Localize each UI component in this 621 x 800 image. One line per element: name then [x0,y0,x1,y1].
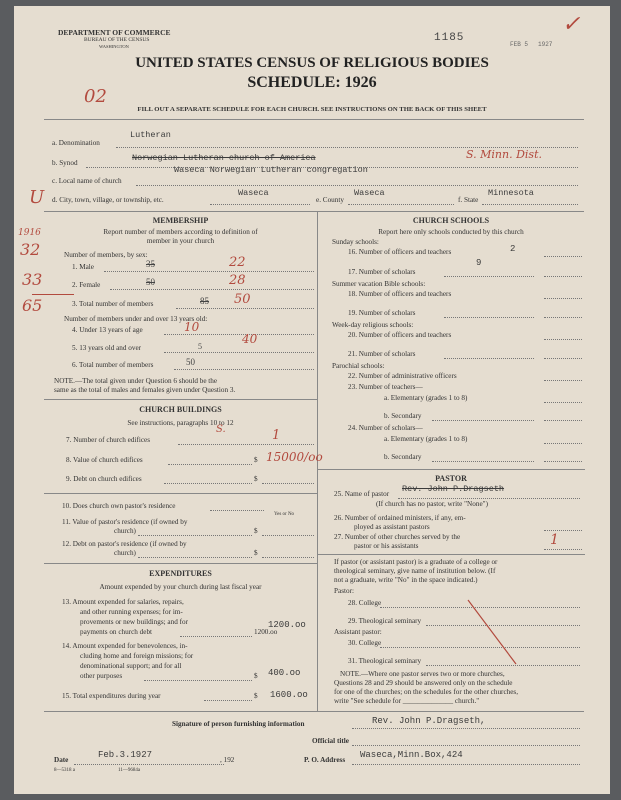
synod-value: Norwegian Lutheran church of America [132,153,316,163]
weekday-label: Week-day religious schools: [332,321,414,329]
city-line [210,204,310,205]
q15-dollar: $ [254,692,258,700]
q14-line1: 14. Amount expended for benevolences, in- [62,642,188,650]
membership-note2: same as the total of males and females given under Question 3. [54,386,236,394]
q25-note: (If church has no pastor, write "None") [376,500,488,508]
q10-label: 10. Does church own pastor's residence [62,502,176,510]
pastor-note1: NOTE.—Where one pastor serves two or more churches, [340,670,505,678]
divider [317,469,585,470]
q4-new: 10 [184,320,200,334]
divider [44,711,584,712]
pastor-sub-label: Pastor: [334,587,354,595]
q25-value: Rev. John P.Dragseth [402,484,505,494]
city-value: Waseca [238,188,269,198]
q3-line [176,308,314,309]
check-mark: ✓ [562,12,581,37]
q6-line [174,369,314,370]
margin-sum-line [32,294,74,295]
q18-label: 18. Number of officers and teachers [348,290,452,298]
q26-line [544,530,582,531]
age-intro: Number of members under and over 13 years old: [64,315,208,323]
form-title: UNITED STATES CENSUS OF RELIGIOUS BODIES [135,55,489,71]
q2-new: 28 [229,273,246,288]
q12-dollar: $ [254,549,258,557]
q11-value-line [262,535,314,536]
instructions-line: FILL OUT A SEPARATE SCHEDULE FOR EACH CHURCH. SEE INSTRUCTIONS ON THE BACK OF THIS SHEET [137,106,487,113]
q7-line [178,444,314,445]
q27-value: 1 [550,532,559,548]
q13-line1: 13. Amount expended for salaries, repairs, [62,598,184,606]
q29-label: 29. Theological seminary [348,617,422,625]
county-label: e. County [316,196,344,204]
pastor-note2: Questions 28 and 29 should be answered only on the schedule [334,679,513,687]
margin-33: 33 [22,270,43,289]
q21-label: 21. Number of scholars [348,350,416,358]
q18-line [544,298,582,299]
stamp-number: 1185 [434,32,465,44]
q23b-line [432,420,534,421]
q22-line [544,380,582,381]
q9-line [164,483,252,484]
state-value: Minnesota [488,188,534,198]
q11-label: 11. Value of pastor's residence (if owned by [62,518,188,526]
q9-label: 9. Debt on church edifices [66,475,142,483]
members-by-sex: Number of members, by sex: [64,251,148,259]
po-address-label: P. O. Address [304,756,346,764]
q19-line [444,317,534,318]
q2-label: 2. Female [72,281,101,289]
synod-note: S. Minn. Dist. [466,148,542,161]
signature-line [352,728,580,729]
bureau-label: BUREAU OF THE CENSUS [84,37,150,43]
department-label: DEPARTMENT OF COMMERCE [58,28,171,37]
q23b-label: b. Secondary [384,412,422,420]
q1-line [104,271,314,272]
q15-label: 15. Total expenditures during year [62,692,161,700]
stamp-year: 1927 [538,41,553,48]
divider [44,399,317,400]
q27-label1: 27. Number of other churches served by the [334,533,461,541]
q5-old: 5 [198,342,202,351]
q16-label: 16. Number of officers and teachers [348,248,452,256]
date-value: Feb.3.1927 [98,750,153,760]
q9-dollar: $ [254,475,258,483]
signature-label: Signature of person furnishing information [172,720,305,728]
form-number: 8—5318 a [54,768,75,773]
state-label: f. State [458,196,479,204]
q20-line [544,339,582,340]
assistant-sub-label: Assistant pastor: [334,628,382,636]
red-slash-mark [464,598,524,668]
census-schedule-page [14,6,610,794]
q3-old: 85 [200,296,209,306]
margin-32: 32 [20,240,41,259]
buildings-heading: CHURCH BUILDINGS [139,405,222,414]
graduate-note2: theological seminary, give name of institution below. (If [334,567,496,575]
graduate-note3: not a graduate, write "No" in the space indicated.) [334,576,478,584]
margin-65: 65 [22,296,43,315]
state-line [482,204,578,205]
margin-1916: 1916 [18,228,41,238]
county-line [348,204,454,205]
q21-line2 [544,358,582,359]
summer-label: Summer vacation Bible schools: [332,280,426,288]
q22-label: 22. Number of administrative officers [348,372,457,380]
q13-value: 1200.oo [268,620,306,630]
church-name-value: Waseca Norwegian Lutheran congregation [174,165,368,175]
schools-heading: CHURCH SCHOOLS [412,216,490,225]
q14-value: 400.oo [268,668,301,678]
schools-sub: Report here only schools conducted by this church [378,228,524,236]
q27-line [544,549,582,550]
q1-new: 22 [229,255,246,270]
q7-mark: S. [216,424,226,435]
membership-sub2: member in your church [146,237,215,245]
q9-value-line [262,483,314,484]
yes-no-hint: Yes or No [274,512,295,517]
q13-line [180,636,252,637]
marginal-code: 02 [84,86,107,107]
church-name-line [136,185,578,186]
synod-label: b. Synod [52,159,78,167]
q2-old: 50 [146,277,155,287]
q15-value: 1600.oo [270,690,308,700]
q10-line [210,510,264,511]
q6-new: 50 [186,357,195,367]
q13-dollar: 1200.oo [254,628,278,636]
q14-line3: denominational support; and for all [80,662,182,670]
q16-value: 2 [510,244,516,254]
q23b-line2 [544,420,582,421]
q26-label2: ployed as assistant pastors [354,523,430,531]
date-year-suffix: , 192 [220,756,235,764]
q5-line [164,352,314,353]
q4-line [164,334,314,335]
q15-line [204,700,252,701]
q17-line2 [544,276,582,277]
official-title-line [352,745,580,746]
q3-new: 50 [234,292,251,307]
parochial-label: Parochial schools: [332,362,385,370]
divider [44,211,584,212]
divider [44,119,584,120]
q21-line [444,358,534,359]
q12-label: 12. Debt on pastor's residence (if owned by [62,540,187,548]
q28-label: 28. College [348,599,382,607]
date-line [74,764,224,765]
q16-line [544,256,582,257]
q8-line [168,464,252,465]
q7-value: 1 [272,428,281,443]
q12-line [138,557,252,558]
city-label: WASHINGTON [99,44,129,49]
q12-label2: church) [114,549,136,557]
church-name-label: c. Local name of church [52,177,122,185]
q23a-line [544,402,582,403]
q23a-label: a. Elementary (grades 1 to 8) [384,394,468,402]
q5-new: 40 [242,332,258,346]
buildings-sub: See instructions, paragraphs 10 to 12 [127,419,234,427]
q24b-line [432,461,534,462]
q30-label: 30. College [348,639,382,647]
q13-line4: payments on church debt [80,628,153,636]
q24b-line2 [544,461,582,462]
q3-label: 3. Total number of members [72,300,154,308]
po-address-value: Waseca,Minn.Box,424 [360,750,463,760]
pastor-note4: write "See schedule for ______________ church." [334,697,480,705]
city-label: d. City, town, village, or township, etc. [52,196,164,204]
margin-u: U [29,187,45,208]
q11-label2: church) [114,527,136,535]
date-label: Date [54,756,69,764]
form-number-2: 11—9684a [118,768,141,773]
q12-value-line [262,557,314,558]
q17-line [444,276,534,277]
expenditures-heading: EXPENDITURES [149,569,212,578]
q8-dollar: $ [254,456,258,464]
q5-label: 5. 13 years old and over [72,344,142,352]
divider [44,493,317,494]
q17-label: 17. Number of scholars [348,268,416,276]
county-value: Waseca [354,188,385,198]
q14-line4: other purposes [80,672,123,680]
membership-note1: NOTE.—The total given under Question 6 should be the [54,377,218,385]
membership-heading: MEMBERSHIP [152,216,209,225]
q31-label: 31. Theological seminary [348,657,422,665]
q27-label2: pastor or his assistants [354,542,419,550]
q14-line2: cluding home and foreign missions; for [80,652,194,660]
denomination-label: a. Denomination [52,139,100,147]
q13-line3: provements or new buildings; and for [80,618,188,626]
q20-label: 20. Number of officers and teachers [348,331,452,339]
pastor-heading: PASTOR [435,474,467,483]
graduate-note1: If pastor (or assistant pastor) is a graduate of a college or [334,558,498,566]
q26-label1: 26. Number of ordained ministers, if any, em- [334,514,466,522]
q17-value: 9 [476,258,482,268]
q14-line [144,680,252,681]
q8-label: 8. Value of church edifices [66,456,143,464]
q24-label: 24. Number of scholars— [348,424,423,432]
stamp-date: FEB 5 [510,41,529,48]
q13-line2: and other running expenses; for im- [80,608,183,616]
denomination-value: Lutheran [130,130,171,140]
q19-label: 19. Number of scholars [348,309,416,317]
q14-dollar: $ [254,672,258,680]
q23-label: 23. Number of teachers— [348,383,423,391]
signature-value: Rev. John P.Dragseth, [372,716,486,726]
q1-label: 1. Male [72,263,94,271]
q25-label: 25. Name of pastor [334,490,390,498]
expenditures-sub: Amount expended by your church during last fiscal year [99,583,262,591]
q8-value: 15000/oo [266,450,323,464]
po-address-line [352,764,580,765]
sunday-label: Sunday schools: [332,238,379,246]
q6-label: 6. Total number of members [72,361,154,369]
q25-line [398,498,580,499]
q11-dollar: $ [254,527,258,535]
q2-line [110,289,314,290]
q7-label: 7. Number of church edifices [66,436,151,444]
divider [44,563,317,564]
q24a-line [544,443,582,444]
q19-line2 [544,317,582,318]
q4-label: 4. Under 13 years of age [72,326,143,334]
membership-sub1: Report number of members according to definition of [103,228,258,236]
q24a-label: a. Elementary (grades 1 to 8) [384,435,468,443]
official-title-label: Official title [312,737,349,745]
q1-old: 35 [146,259,155,269]
divider [317,554,585,555]
q24b-label: b. Secondary [384,453,422,461]
q11-line [138,535,252,536]
pastor-note3: for one of the churches; on the schedules for the other churches, [334,688,519,696]
form-subtitle: SCHEDULE: 1926 [247,74,377,91]
